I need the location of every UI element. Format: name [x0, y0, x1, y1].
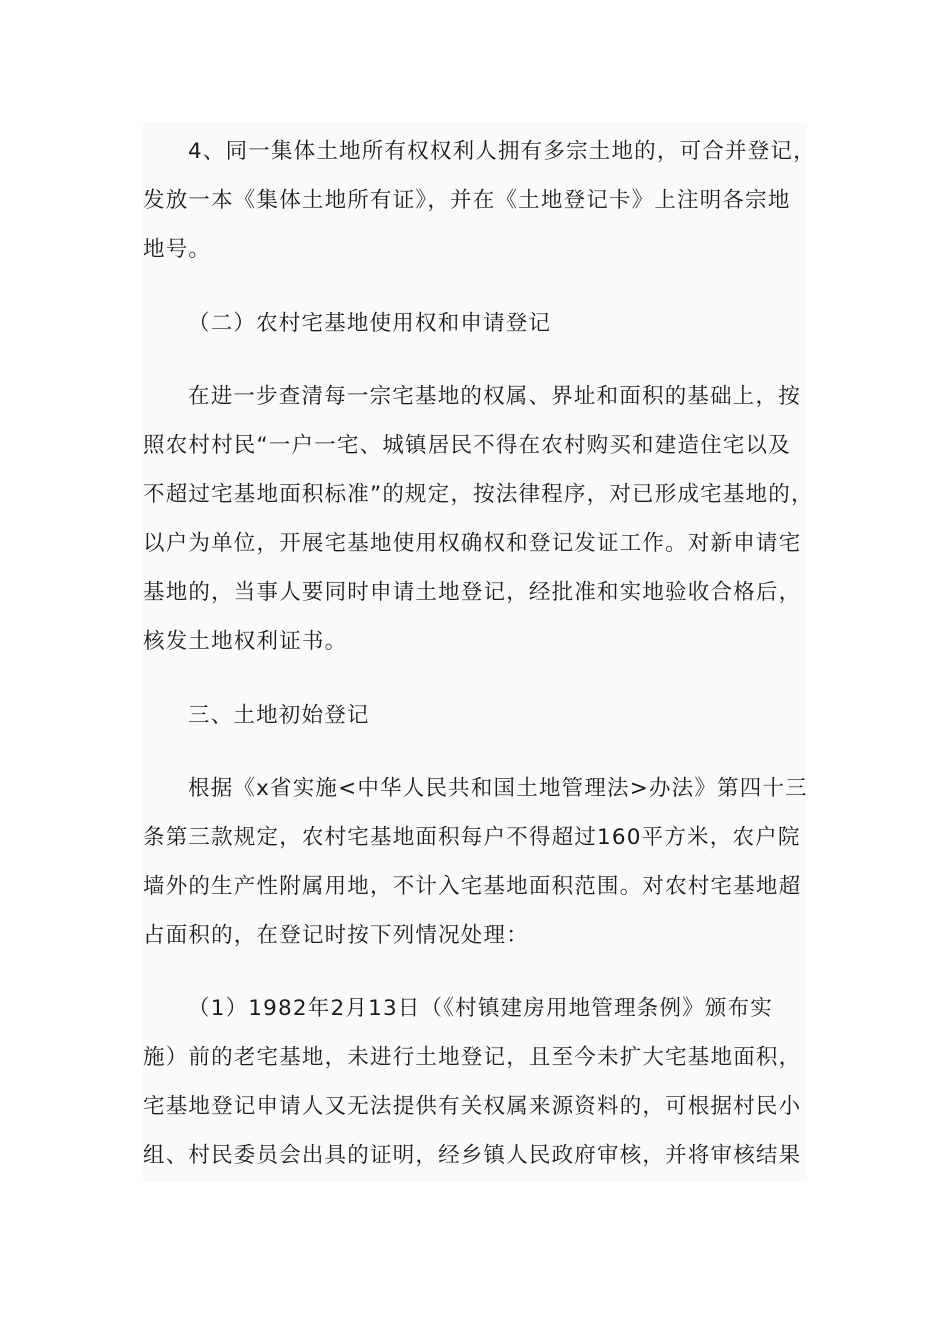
section-heading-text: 三、土地初始登记	[188, 703, 370, 728]
paragraph-line: 宅基地登记申请人又无法提供有关权属来源资料的，可根据村民小	[143, 1094, 802, 1119]
paragraph-line: 不超过宅基地面积标准”的规定，按法律程序，对已形成宅基地的，	[143, 482, 814, 507]
paragraph-line: 组、村民委员会出具的证明，经乡镇人民政府审核，并将审核结果	[143, 1143, 802, 1168]
paragraph-line: 照农村村民“一户一宅、城镇居民不得在农村购买和建造住宅以及	[143, 433, 791, 458]
paragraph-line: 以户为单位，开展宅基地使用权确权和登记发证工作。对新申请宅	[143, 531, 802, 556]
paragraph-line: 施）前的老宅基地，未进行土地登记，且至今未扩大宅基地面积，	[143, 1045, 802, 1070]
paragraph-collective-land-merge	[143, 127, 816, 274]
section-heading-initial-registration	[143, 691, 807, 740]
paragraph-old-homestead	[143, 984, 807, 1180]
paragraph-line: 根据《x省实施<中华人民共和国土地管理法>办法》第四十三	[188, 776, 808, 801]
paragraph-line: 墙外的生产性附属用地，不计入宅基地面积范围。对农村宅基地超	[143, 874, 802, 899]
section-heading-homestead	[143, 299, 807, 348]
paragraph-line: （1）1982年2月13日（《村镇建房用地管理条例》颁布实	[188, 996, 773, 1021]
paragraph-line: 占面积的，在登记时按下列情况处理：	[143, 923, 529, 948]
paragraph-line: 核发土地权利证书。	[143, 629, 348, 654]
paragraph-line: 4、同一集体土地所有权权利人拥有多宗土地的，可合并登记，	[188, 139, 816, 164]
paragraph-line: 基地的，当事人要同时申请土地登记，经批准和实地验收合格后，	[143, 580, 802, 605]
paragraph-line: 条第三款规定，农村宅基地面积每户不得超过160平方米，农户院	[143, 825, 801, 850]
paragraph-homestead-rights	[143, 372, 814, 666]
paragraph-line: 在进一步查清每一宗宅基地的权属、界址和面积的基础上，按	[188, 384, 801, 409]
paragraph-line: 地号。	[143, 237, 212, 262]
paragraph-line: 发放一本《集体土地所有证》，并在《土地登记卡》上注明各宗地	[143, 188, 791, 213]
paragraph-area-limits	[143, 764, 807, 960]
section-heading-text: （二）农村宅基地使用权和申请登记	[188, 311, 552, 336]
